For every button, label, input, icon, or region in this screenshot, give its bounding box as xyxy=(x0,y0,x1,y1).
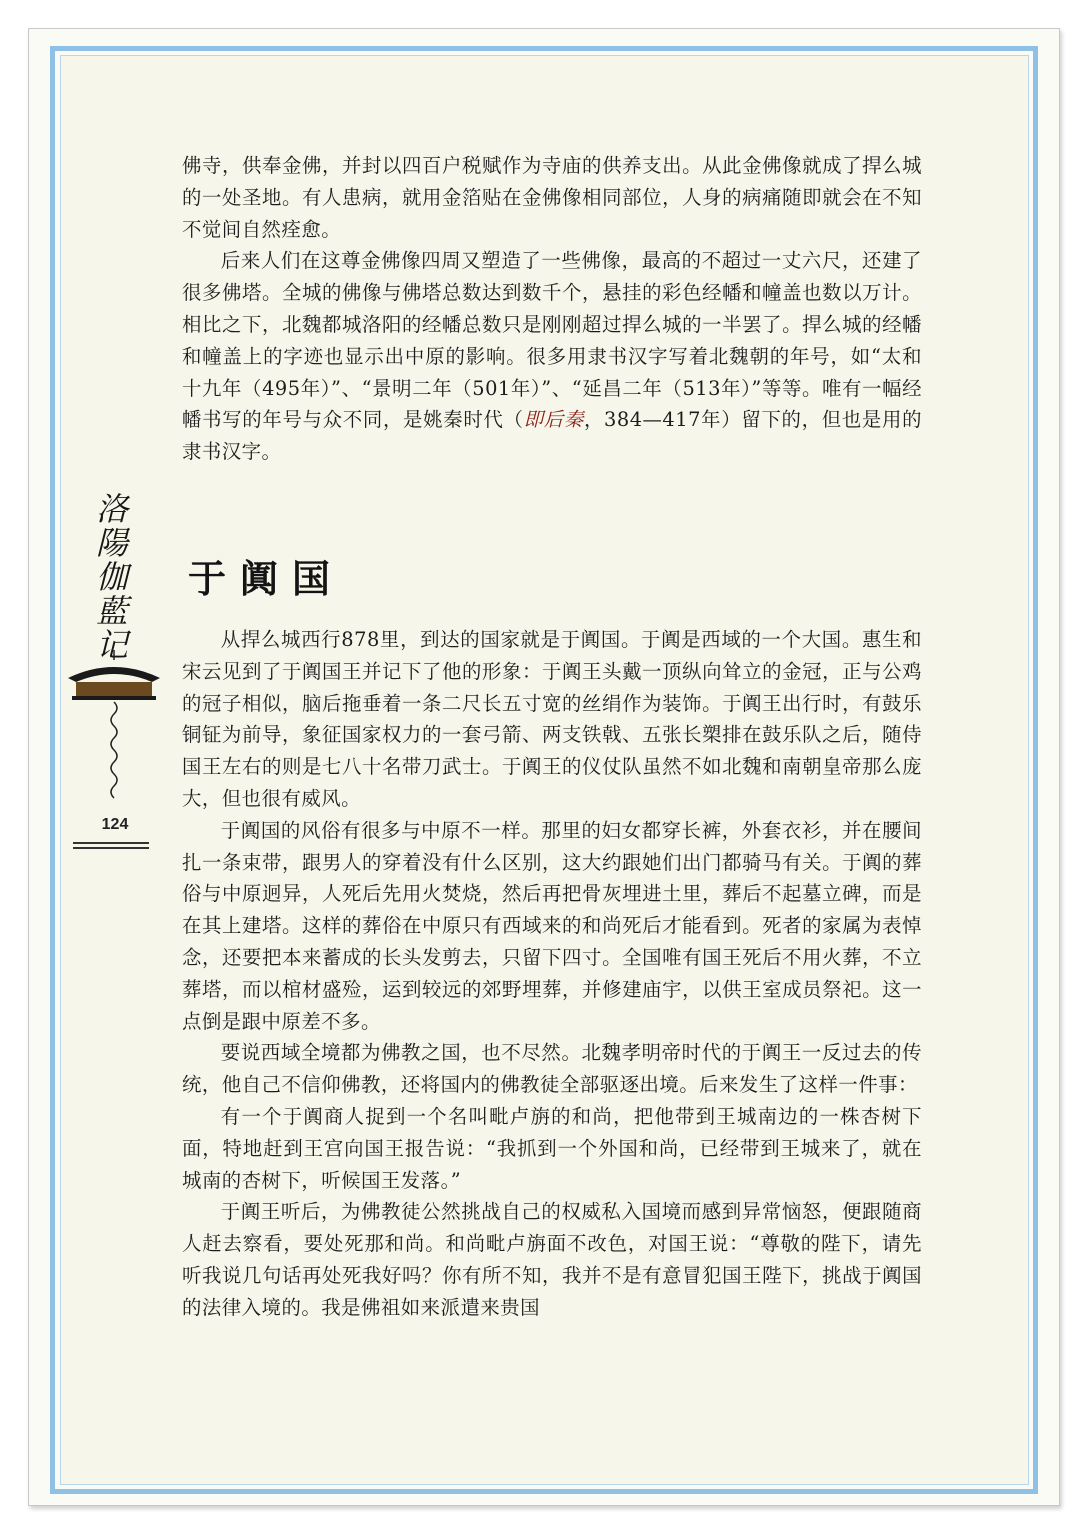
section-title: 于阗国 xyxy=(188,556,345,601)
paragraph-text: 后来人们在这尊金佛像四周又塑造了一些佛像，最高的不超过一丈六尺，还建了很多佛塔。全城的佛像与佛塔总数达到数千个，悬挂的彩色经幡和幢盖也数以万计。相比之下，北魏都城洛阳的经幡总数只是刚刚超过捍么城的一半罢了。捍么城的经幡和幢盖上的字迹也显示出中原的影响。很多用隶书汉字写着北魏朝的年号，如“太和十九年（495年）”、“景明二年（501年）”、“延昌二年（513年）”等等。唯有一幅经幡书写的年号与众不同，是姚秦时代（ xyxy=(182,249,922,432)
paragraph: 于阗王听后，为佛教徒公然挑战自己的权威私入国境而感到异常恼怒，便跟随商人赶去察看，要处死那和尚。和尚毗卢旃面不改色，对国王说：“尊敬的陛下，请先听我说几句话再处死我好吗？你有所不知，我并不是有意冒犯国王陛下，挑战于阗国的法律入境的。我是佛祖如来派遣来贵国 xyxy=(182,1200,922,1319)
paragraph: 有一个于阗商人捉到一个名叫毗卢旃的和尚，把他带到王城南边的一株杏树下面，特地赶到王宫向国王报告说：“我抓到一个外国和尚，已经带到王城来了，就在城南的杏树下，听候国王发落。” xyxy=(182,1104,922,1192)
top-text-block xyxy=(182,150,922,468)
book-title-vertical: 洛陽伽藍记 xyxy=(95,490,128,664)
paragraph: 从捍么城西行878里，到达的国家就是于阗国。于阗是西域的一个大国。惠生和宋云见到了于阗国王并记下了他的形象：于阗王头戴一顶纵向耸立的金冠，正与公鸡的冠子相似，脑后拖垂着一条二尺长五寸宽的丝绢作为装饰。于阗王出行时，有鼓乐铜钲为前导，象征国家权力的一套弓箭、两支铁戟、五张长槊排在鼓乐队之后，随侍国王左右的则是七八十名带刀武士。于阗王的仪仗队虽然不如北魏和南朝皇帝那么庞大，但也很有威风。 xyxy=(182,628,922,810)
annotation-note: 即后秦 xyxy=(523,408,584,432)
paragraph: 要说西域全境都为佛教之国，也不尽然。北魏孝明帝时代的于阗王一反过去的传统，他自己不信仰佛教，还将国内的佛教徒全部驱逐出境。后来发生了这样一件事： xyxy=(182,1041,922,1097)
main-text-block xyxy=(182,624,922,1324)
page-number-rule xyxy=(73,847,149,849)
pavilion-ornament-icon xyxy=(66,650,162,840)
page-number-rule xyxy=(73,842,149,844)
paragraph: 于阗国的风俗有很多与中原不一样。那里的妇女都穿长裤，外套衣衫，并在腰间扎一条束带，跟男人的穿着没有什么区别，这大约跟她们出门都骑马有关。于阗的葬俗与中原迥异，人死后先用火焚烧，然后再把骨灰埋进土里，葬后不起墓立碑，而是在其上建塔。这样的葬俗在中原只有西域来的和尚死后才能看到。死者的家属为表悼念，还要把本来蓄成的长头发剪去，只留下四寸。全国唯有国王死后不用火葬，不立葬塔，而以棺材盛殓，运到较远的郊野埋葬，并修建庙宇，以供王室成员祭祀。这一点倒是跟中原差不多。 xyxy=(182,818,922,1033)
paragraph-text: ，384—417年）留下的，但也是用的隶书汉字。 xyxy=(182,408,923,464)
page-number: 124 xyxy=(101,816,129,833)
paragraph-continued: 佛寺，供奉金佛，并封以四百户税赋作为寺庙的供养支出。从此金佛像就成了捍么城的一处圣地。有人患病，就用金箔贴在金佛像相同部位，人身的病痛随即就会在不知不觉间自然痊愈。 xyxy=(182,154,922,241)
paragraph xyxy=(182,245,922,468)
